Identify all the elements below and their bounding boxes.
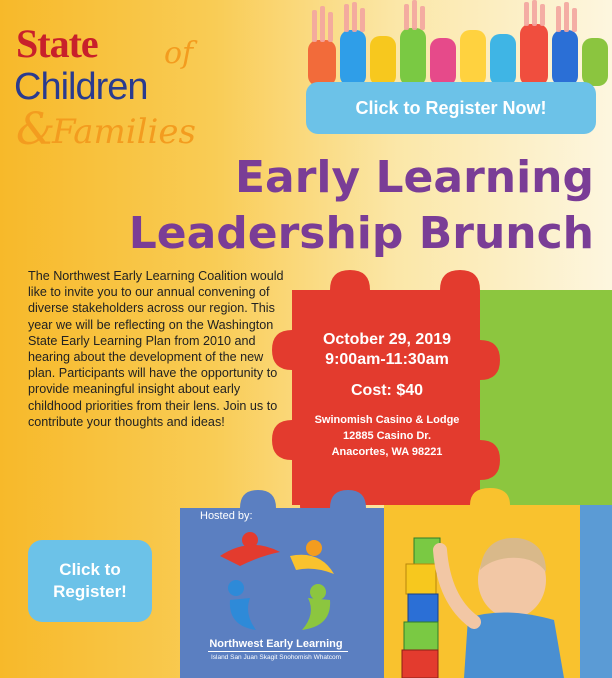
- child-icon: [440, 538, 564, 678]
- puzzle-piece-blue-right: [580, 505, 612, 678]
- host-name: Northwest Early Learning: [209, 638, 343, 650]
- logo-ampersand-text: &: [16, 104, 56, 155]
- hand-icon: [308, 24, 608, 86]
- intro-paragraph: The Northwest Early Learning Coalition would like to invite you to our annual convening of diverse stakeholders across our region. This year we will be reflecting on the Washington State Early Learning Plan from 2010 and hearing about the development of the new plan. Participants will have the opportunity to provide meaningful insight about early childhood priorities from their lens. Join us to contribute your thoughts and ideas!: [28, 269, 284, 429]
- register-button-line2: Register!: [53, 582, 127, 601]
- host-divider: [208, 651, 348, 652]
- child-stacking-blocks-image: [384, 510, 576, 678]
- state-of-children-logo: [14, 20, 224, 170]
- event-venue: [292, 412, 482, 460]
- register-now-button[interactable]: Click to Register Now!: [306, 82, 596, 134]
- northwest-early-learning-logo-icon: [210, 526, 350, 636]
- venue-name: Swinomish Casino & Lodge: [314, 414, 460, 426]
- logo-children-text: Children: [14, 66, 148, 108]
- register-button[interactable]: [28, 540, 152, 622]
- event-cost: Cost: $40: [350, 382, 424, 399]
- event-details: [292, 330, 482, 460]
- venue-address2: Anacortes, WA 98221: [331, 446, 443, 458]
- venue-address1: 12885 Casino Dr.: [342, 430, 432, 442]
- register-button-line1: Click to: [59, 560, 121, 579]
- event-date: October 29, 2019: [322, 331, 452, 348]
- logo-of-text: of: [164, 36, 194, 71]
- event-time: 9:00am-11:30am: [325, 351, 449, 368]
- logo-families-text: Families: [52, 112, 196, 152]
- hosted-by-label: Hosted by:: [200, 510, 253, 522]
- event-title-line1: Early Learning: [234, 152, 594, 203]
- logo-state-text: State: [16, 21, 98, 66]
- event-title-line2: Leadership Brunch: [128, 208, 594, 259]
- painted-hands-image: [298, 0, 612, 86]
- host-counties: Island San Juan Skagit Snohomish Whatcom: [210, 654, 342, 661]
